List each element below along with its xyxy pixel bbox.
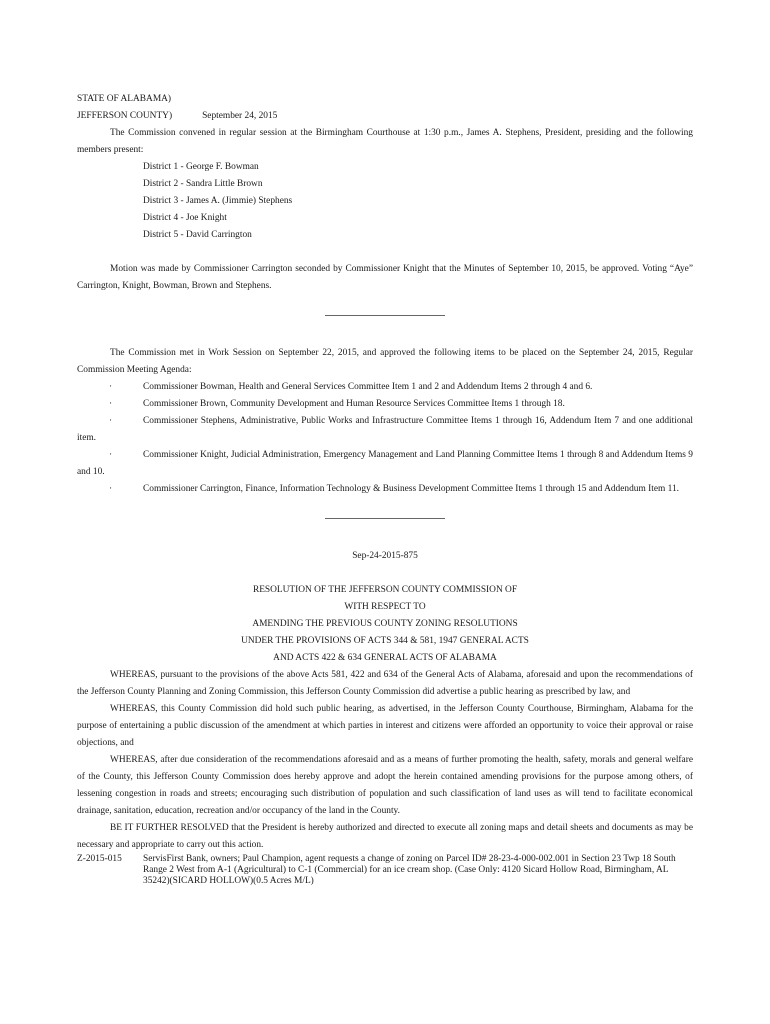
case-description: ServisFirst Bank, owners; Paul Champion, agent requests a change of zoning on Parcel ID# 28-23-4-000-002.001 in Section 23 Twp 18 South Range 2 West from A-1 (Agricultural) to C-1 (Commercial) for an ice cream shop. (Case Only: 4120 Sicard Hollow Road, Birmingham, AL 35242)(SICARD HOLLOW)(0.5 Acres M/L) — [143, 854, 676, 886]
resolution-number: Sep-24-2015-875 — [352, 551, 418, 561]
agenda-item-text: Commissioner Carrington, Finance, Information Technology & Business Development Committee Items 1 through 15 and Addendum Item 11. — [143, 484, 679, 494]
bullet-icon: · — [109, 484, 113, 494]
county-label: JEFFERSON COUNTY) — [77, 111, 173, 121]
resolution-title-line: RESOLUTION OF THE JEFFERSON COUNTY COMMISSION OF — [252, 585, 518, 595]
case-id: Z-2015-015 — [77, 854, 122, 864]
agenda-item-text: Commissioner Knight, Judicial Administration, Emergency Management and Land Planning Committee Items 1 through 8 and Addendum Items 9 and 10. — [77, 450, 693, 477]
document-page — [77, 91, 693, 887]
member-district-2: District 2 - Sandra Little Brown — [143, 179, 263, 189]
whereas-paragraph-2: WHEREAS, this County Commission did hold such public hearing, as advertised, in the Jefferson County Courthouse, Birmingham, Alabama for the purpose of entertaining a public discussion of the amendment at which parties in interest and citizens were afforded an opportunity to voice their approval or raise objections, and — [77, 704, 693, 748]
agenda-item-text: Commissioner Bowman, Health and General Services Committee Item 1 and 2 and Addendum Items 2 through 4 and 6. — [143, 382, 593, 392]
whereas-paragraph-3: WHEREAS, after due consideration of the recommendations aforesaid and as a means of further promoting the health, safety, morals and general welfare of the County, this Jefferson County Commission does hereby approve and adopt the herein contained amending provisions for the purpose among others, of lessening congestion in roads and streets; encouraging such distribution of population and such classification of land uses as will tend to facilitate economical drainage, sanitation, education, recreation and/or occupancy of the land in the County. — [77, 755, 693, 816]
bullet-icon: · — [109, 382, 113, 392]
county-date-line — [77, 108, 693, 125]
resolution-title-line: AND ACTS 422 & 634 GENERAL ACTS OF ALABAMA — [273, 653, 497, 663]
zoning-case — [77, 854, 693, 887]
bullet-icon: · — [109, 399, 113, 409]
meeting-date: September 24, 2015 — [202, 111, 278, 121]
agenda-item-text: Commissioner Stephens, Administrative, Public Works and Infrastructure Committee Items 1 through 16, Addendum Item 7 and one additional item. — [77, 416, 693, 443]
convened-paragraph: The Commission convened in regular session at the Birmingham Courthouse at 1:30 p.m., James A. Stephens, President, presiding and the following members present: — [77, 128, 693, 155]
resolution-title-line: AMENDING THE PREVIOUS COUNTY ZONING RESOLUTIONS — [252, 619, 518, 629]
agenda-item — [77, 396, 693, 413]
member-district-3: District 3 - James A. (Jimmie) Stephens — [143, 196, 293, 206]
bullet-icon: · — [109, 416, 113, 426]
member-district-1: District 1 - George F. Bowman — [143, 162, 259, 172]
state-line: STATE OF ALABAMA) — [77, 94, 172, 104]
section-divider — [325, 518, 445, 519]
resolved-paragraph: BE IT FURTHER RESOLVED that the President is hereby authorized and directed to execute all zoning maps and detail sheets and documents as may be necessary and appropriate to carry out this action. — [77, 823, 693, 850]
agenda-item — [77, 413, 693, 447]
resolution-title-line: UNDER THE PROVISIONS OF ACTS 344 & 581, 1947 GENERAL ACTS — [241, 636, 529, 646]
section-divider — [325, 315, 445, 316]
member-district-5: District 5 - David Carrington — [143, 230, 252, 240]
agenda-item-text: Commissioner Brown, Community Development and Human Resource Services Committee Items 1 through 18. — [143, 399, 565, 409]
member-district-4: District 4 - Joe Knight — [143, 213, 227, 223]
bullet-icon: · — [109, 450, 113, 460]
whereas-paragraph-1: WHEREAS, pursuant to the provisions of the above Acts 581, 422 and 634 of the General Acts of Alabama, aforesaid and upon the recommendations of the Jefferson County Planning and Zoning Commission, this Jefferson County Commission did advertise a public hearing as prescribed by law, and — [77, 670, 693, 697]
resolution-title-line: WITH RESPECT TO — [344, 602, 426, 612]
work-session-intro: The Commission met in Work Session on September 22, 2015, and approved the following items to be placed on the September 24, 2015, Regular Commission Meeting Agenda: — [77, 348, 693, 375]
agenda-item — [77, 447, 693, 481]
motion-paragraph: Motion was made by Commissioner Carrington seconded by Commissioner Knight that the Minutes of September 10, 2015, be approved. Voting “Aye” Carrington, Knight, Bowman, Brown and Stephens. — [77, 264, 693, 291]
agenda-item — [77, 379, 693, 396]
agenda-item — [77, 481, 693, 498]
